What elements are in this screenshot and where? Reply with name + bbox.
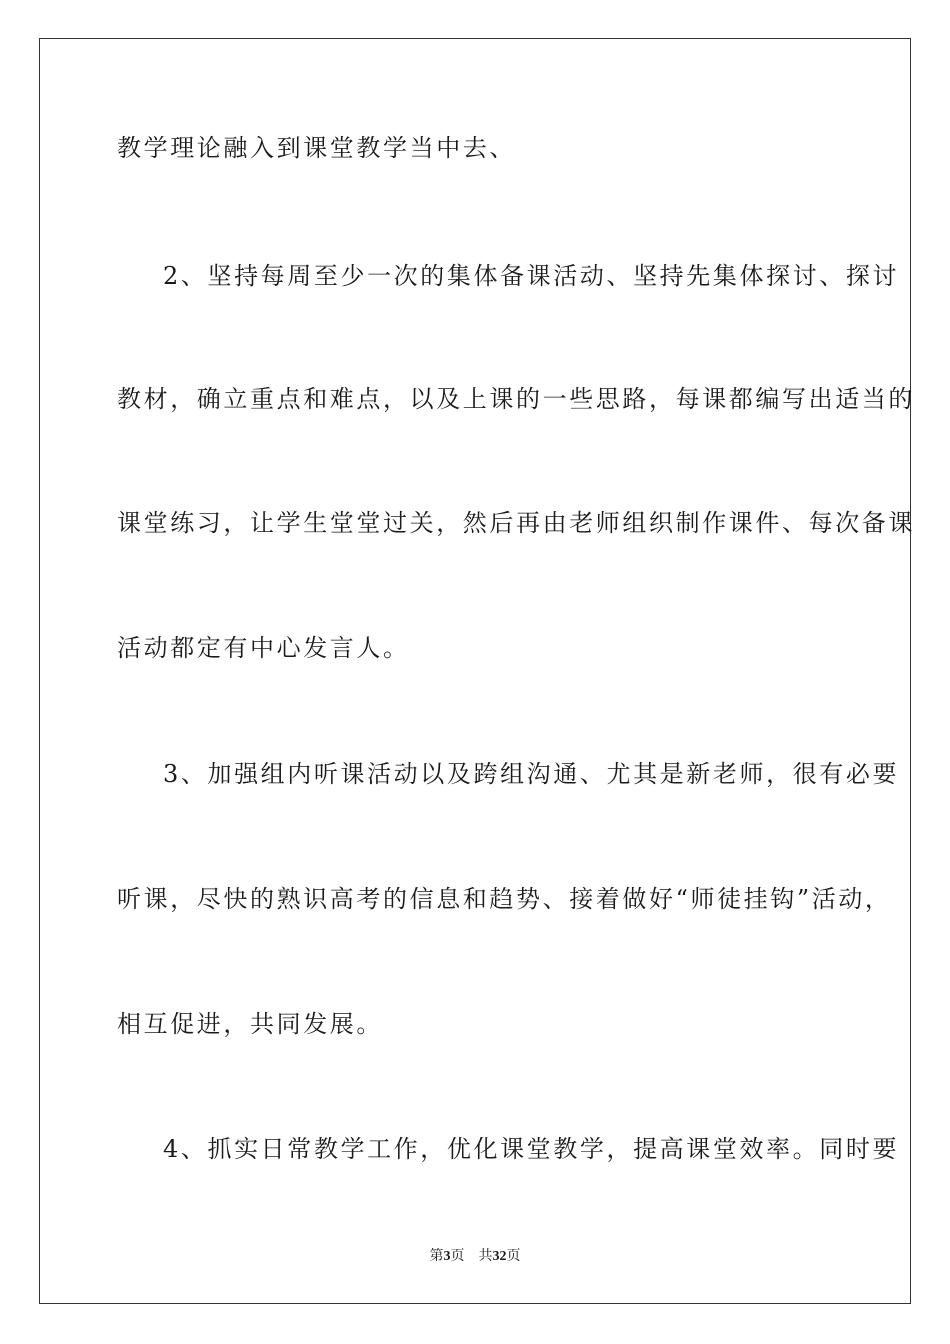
page-suffix: 页 [450, 1249, 465, 1264]
text-line-5: 活动都定有中心发言人。 [117, 634, 410, 662]
text-line-8: 相互促进，共同发展。 [117, 1010, 383, 1038]
page-prefix: 第 [429, 1249, 444, 1264]
page-footer [0, 1248, 950, 1266]
page-current: 3 [443, 1249, 451, 1264]
text-line-2: 2、坚持每周至少一次的集体备课活动、坚持先集体探讨、探讨 [163, 262, 900, 290]
text-line-6: 3、加强组内听课活动以及跨组沟通、尤其是新老师，很有必要 [163, 760, 900, 788]
page-border [39, 38, 915, 1304]
text-line-4: 课堂练习，让学生堂堂过关，然后再由老师组织制作课件、每次备课 [117, 509, 915, 537]
total-suffix: 页 [506, 1249, 521, 1264]
page-total: 32 [492, 1249, 507, 1264]
text-line-3: 教材，确立重点和难点，以及上课的一些思路，每课都编写出适当的 [117, 385, 915, 413]
text-line-7: 听课，尽快的熟识高考的信息和趋势、接着做好“师徒挂钩”活动， [117, 885, 892, 913]
text-line-9: 4、抓实日常教学工作，优化课堂教学，提高课堂效率。同时要 [163, 1135, 900, 1163]
total-prefix: 共 [478, 1249, 493, 1264]
text-line-1: 教学理论融入到课堂教学当中去、 [117, 134, 516, 162]
